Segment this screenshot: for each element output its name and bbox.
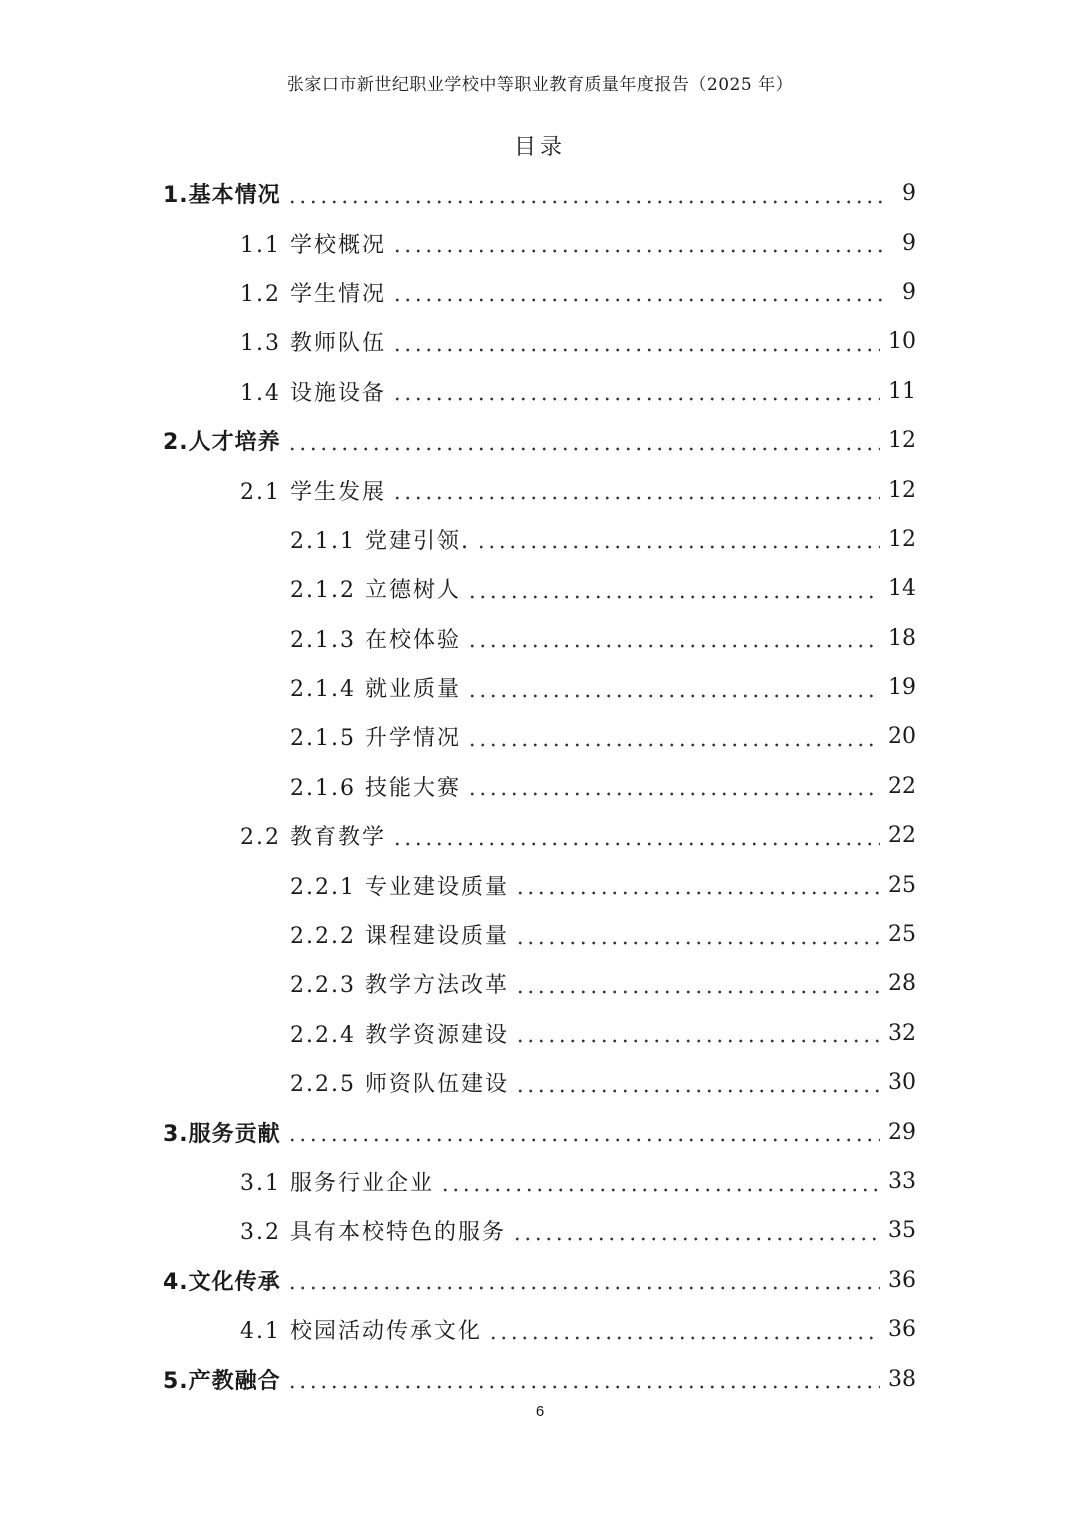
toc-entry[interactable] <box>0 416 1080 465</box>
toc-entry-page: 14 <box>888 576 916 602</box>
toc-dot-leader <box>467 775 880 797</box>
toc-dot-leader <box>392 479 880 501</box>
toc-dot-leader <box>392 281 884 303</box>
toc-entry-page: 28 <box>888 971 916 997</box>
toc-entry-label: 2.人才培养 <box>163 430 281 456</box>
toc-entry-label: 2.1.4 就业质量 <box>290 677 461 703</box>
toc-entry-label: 3.1 服务行业企业 <box>240 1171 434 1196</box>
toc-dot-leader <box>467 677 880 699</box>
toc-entry[interactable] <box>0 1009 1080 1058</box>
toc-entry-label: 2.2 教育教学 <box>240 825 386 851</box>
toc-dot-leader <box>515 1072 880 1094</box>
toc-entry-label: 2.2.5 师资队伍建设 <box>290 1072 509 1098</box>
toc-dot-leader <box>515 874 880 896</box>
toc-entry-label: 2.2.2 课程建设质量 <box>290 924 509 950</box>
toc-entry[interactable] <box>0 860 1080 909</box>
toc-entry-page: 25 <box>888 922 916 948</box>
toc-entry-page: 10 <box>888 329 916 355</box>
toc-dot-leader <box>515 1022 880 1044</box>
toc-entry[interactable] <box>0 515 1080 564</box>
toc-entry[interactable] <box>0 1058 1080 1107</box>
toc-entry-page: 22 <box>888 773 916 799</box>
toc-entry[interactable] <box>0 1107 1080 1156</box>
toc-entry-page: 33 <box>888 1169 916 1194</box>
toc-entry[interactable] <box>0 1157 1080 1206</box>
toc-entry[interactable] <box>0 564 1080 613</box>
toc-dot-leader <box>512 1220 880 1242</box>
toc-entry-label: 1.3 教师队伍 <box>240 331 386 357</box>
toc-dot-leader <box>287 1121 880 1143</box>
toc-entry[interactable] <box>0 811 1080 860</box>
toc-entry-page: 9 <box>902 181 916 207</box>
toc-dot-leader <box>515 924 880 946</box>
toc-entry[interactable] <box>0 663 1080 712</box>
table-of-contents <box>0 169 1080 1404</box>
toc-entry[interactable] <box>0 1256 1080 1305</box>
toc-entry-page: 30 <box>888 1070 916 1096</box>
toc-entry[interactable] <box>0 910 1080 959</box>
toc-entry[interactable] <box>0 1354 1080 1403</box>
toc-dot-leader <box>467 578 880 600</box>
toc-entry-label: 5.产教融合 <box>163 1368 281 1394</box>
toc-dot-leader <box>440 1171 880 1193</box>
toc-entry-page: 9 <box>902 230 916 256</box>
toc-entry-label: 2.1 学生发展 <box>240 479 386 505</box>
toc-entry[interactable] <box>0 367 1080 416</box>
toc-entry-page: 36 <box>888 1317 916 1343</box>
toc-entry-label: 1.1 学校概况 <box>240 232 386 258</box>
toc-entry-page: 32 <box>888 1020 916 1046</box>
toc-entry-page: 36 <box>888 1267 916 1293</box>
toc-dot-leader <box>488 1319 880 1341</box>
toc-entry-page: 20 <box>888 724 916 750</box>
page-header: 张家口市新世纪职业学校中等职业教育质量年度报告（2025 年） <box>286 75 794 95</box>
toc-entry-label: 3.2 具有本校特色的服务 <box>240 1220 506 1246</box>
toc-dot-leader <box>467 627 880 649</box>
toc-entry-label: 3.服务贡献 <box>163 1121 281 1147</box>
toc-entry-label: 2.1.3 在校体验 <box>290 627 461 653</box>
toc-dot-leader <box>392 380 880 402</box>
toc-entry-label: 2.2.4 教学资源建设 <box>290 1022 509 1048</box>
page-number: 6 <box>535 1403 545 1420</box>
toc-entry[interactable] <box>0 465 1080 514</box>
toc-entry-label: 2.2.3 教学方法改革 <box>290 973 509 999</box>
toc-dot-leader <box>287 1269 880 1291</box>
toc-entry-label: 2.1.2 立德树人 <box>290 578 461 604</box>
toc-entry-page: 11 <box>888 378 916 404</box>
toc-dot-leader <box>287 430 880 452</box>
toc-entry-label: 4.1 校园活动传承文化 <box>240 1319 482 1345</box>
toc-dot-leader <box>467 726 880 748</box>
toc-dot-leader <box>392 825 880 847</box>
toc-entry-label: 2.1.6 技能大赛 <box>290 775 461 801</box>
toc-entry[interactable] <box>0 762 1080 811</box>
toc-entry[interactable] <box>0 959 1080 1008</box>
toc-title: 目录 <box>513 135 566 160</box>
toc-entry-label: 2.1.5 升学情况 <box>290 726 461 752</box>
toc-entry[interactable] <box>0 1305 1080 1354</box>
toc-entry-page: 35 <box>888 1218 916 1244</box>
toc-entry[interactable] <box>0 614 1080 663</box>
toc-entry-label: 1.4 设施设备 <box>240 380 386 406</box>
toc-dot-leader <box>392 232 884 254</box>
toc-entry[interactable] <box>0 169 1080 218</box>
toc-entry[interactable] <box>0 317 1080 366</box>
toc-entry-page: 12 <box>888 477 916 503</box>
toc-entry-page: 29 <box>888 1119 916 1145</box>
toc-entry-page: 38 <box>888 1366 916 1392</box>
toc-entry-label: 2.1.1 党建引领. <box>290 528 470 554</box>
toc-entry-label: 1.2 学生情况 <box>240 281 386 307</box>
toc-dot-leader <box>515 973 880 995</box>
toc-dot-leader <box>287 1368 880 1390</box>
toc-entry-label: 4.文化传承 <box>163 1269 281 1295</box>
toc-dot-leader <box>476 528 880 550</box>
toc-entry-page: 18 <box>888 625 916 651</box>
toc-entry-page: 19 <box>888 675 916 701</box>
toc-entry[interactable] <box>0 1206 1080 1255</box>
toc-dot-leader <box>287 183 884 205</box>
toc-entry-label: 2.2.1 专业建设质量 <box>290 874 509 900</box>
toc-entry[interactable] <box>0 218 1080 267</box>
toc-entry[interactable] <box>0 712 1080 761</box>
toc-entry-label: 1.基本情况 <box>163 183 281 209</box>
toc-entry-page: 22 <box>888 823 916 849</box>
toc-dot-leader <box>392 331 880 353</box>
toc-entry-page: 25 <box>888 872 916 898</box>
toc-entry-page: 9 <box>902 279 916 305</box>
toc-entry-page: 12 <box>888 526 916 552</box>
toc-entry-page: 12 <box>888 428 916 454</box>
toc-entry[interactable] <box>0 268 1080 317</box>
